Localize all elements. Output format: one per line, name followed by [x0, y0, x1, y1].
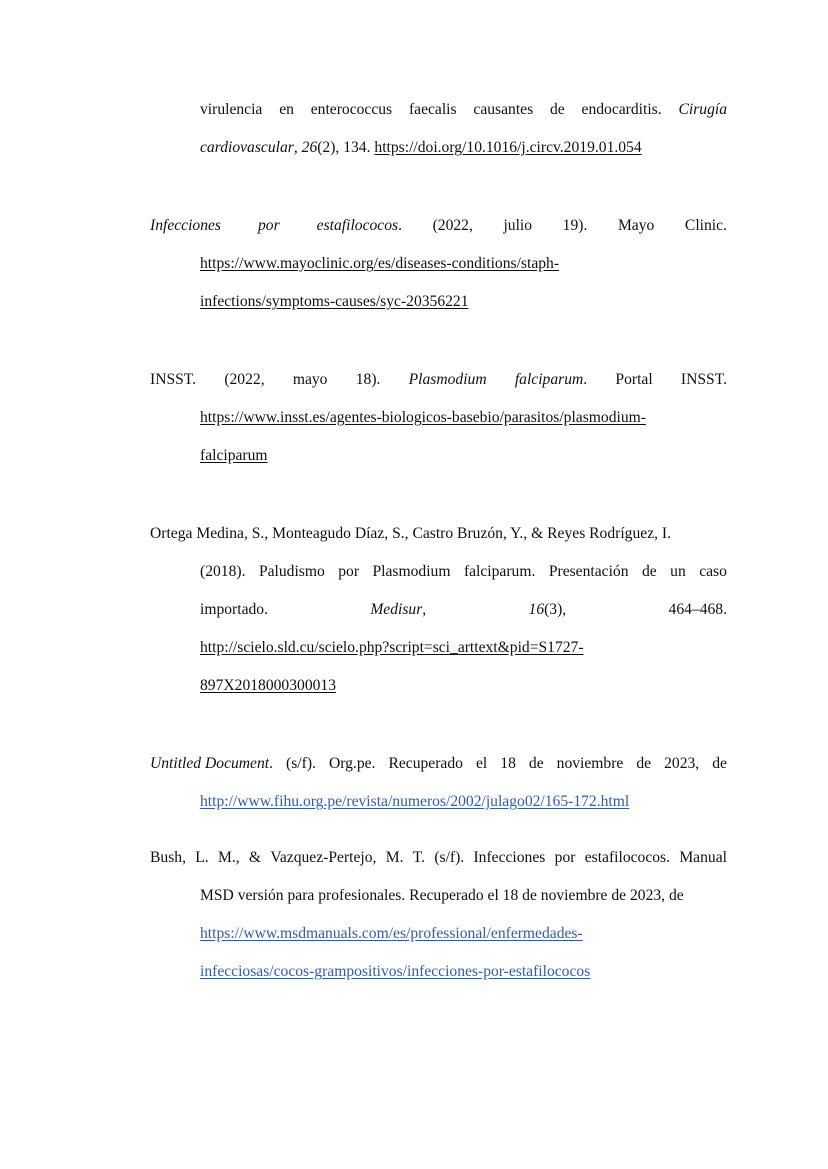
word: de [712, 755, 727, 772]
volume: 26 [301, 139, 318, 156]
journal-title: Cirugía [678, 101, 727, 118]
word: INSST. [150, 371, 197, 388]
text: , [293, 139, 302, 156]
word: estafilococos. [584, 849, 671, 866]
ref-line [200, 790, 727, 814]
title-italic: Untitled Document [150, 755, 270, 772]
word: & [248, 849, 262, 866]
word: Vazquez-Pertejo, [270, 849, 377, 866]
ref-line [150, 214, 727, 238]
title-word-italic: falciparum [514, 371, 584, 388]
url-link[interactable]: infections/symptoms-causes/syc-20356221 [200, 293, 469, 310]
url-link[interactable]: falciparum [200, 447, 268, 464]
word: importado. [200, 601, 268, 618]
word: T. [412, 849, 426, 866]
ref-line [200, 252, 727, 276]
italic-title [150, 214, 402, 238]
word: Bush, [150, 849, 186, 866]
word: un [670, 563, 686, 580]
word: (s/f). [286, 755, 316, 772]
word: causantes [473, 101, 534, 118]
url-link[interactable]: http://scielo.sld.cu/scielo.php?script=sci_arttext&pid=S1727- [200, 639, 584, 656]
word: 19). [562, 217, 588, 234]
doi-link[interactable]: https://doi.org/10.1016/j.circv.2019.01.054 [374, 139, 642, 156]
word: Portal [615, 371, 653, 388]
authors: Ortega Medina, S., Monteagudo Díaz, S., Castro Bruzón, Y., & Reyes Rodríguez, I. [150, 525, 672, 542]
word: Org.pe. [328, 755, 376, 772]
word: de [549, 101, 565, 118]
word: Paludismo [258, 563, 325, 580]
word: Recuperado [388, 755, 463, 772]
word: Mayo [617, 217, 655, 234]
word: (2022, [224, 371, 265, 388]
word: de [636, 755, 652, 772]
word: el [475, 755, 488, 772]
word: 18). [355, 371, 381, 388]
url-link[interactable]: https://www.mayoclinic.org/es/diseases-conditions/staph- [200, 255, 560, 272]
word: Plasmodium [372, 563, 451, 580]
text: MSD versión para profesionales. Recuperado el 18 de noviembre de 2023, de [200, 887, 684, 904]
ref-line [200, 98, 727, 122]
title: Untitled Document. [150, 755, 273, 772]
word: (2022, [432, 217, 473, 234]
journal-title: cardiovascular [200, 139, 294, 156]
ref-line [200, 674, 727, 698]
ref-line [150, 752, 727, 776]
word: 2023, [664, 755, 700, 772]
ref-line [200, 560, 727, 584]
ref-line [200, 290, 727, 314]
url-link[interactable]: https://www.insst.es/agentes-biologicos-basebio/parasitos/plasmodium- [200, 409, 646, 426]
url-link[interactable]: infecciosas/cocos-grampositivos/infecciones-por-estafilococos [200, 963, 591, 980]
title-word: Plasmodium [408, 371, 487, 388]
ref-line [200, 406, 727, 430]
word: (2018). [200, 563, 246, 580]
volume: 16 [528, 601, 545, 618]
ref-line [150, 368, 727, 392]
word: en [279, 101, 294, 118]
word: M., [217, 849, 240, 866]
word: por [338, 563, 360, 580]
ref-line [200, 598, 727, 622]
word: de [528, 755, 544, 772]
word: Presentación [548, 563, 629, 580]
word: de [641, 563, 657, 580]
ref-line [200, 636, 727, 660]
word: endocarditis. [581, 101, 662, 118]
word: Manual [679, 849, 727, 866]
ref-line [150, 846, 727, 870]
word: julio [503, 217, 533, 234]
word: por [554, 849, 576, 866]
title-word: estafilococos. [316, 217, 402, 234]
ref-line [200, 922, 727, 946]
url-link[interactable]: http://www.fihu.org.pe/revista/numeros/2002/julago02/165-172.html [200, 793, 630, 810]
word: L. [195, 849, 209, 866]
word: M. [385, 849, 404, 866]
word: mayo [292, 371, 328, 388]
volume-issue [529, 598, 567, 622]
text: (2), 134. [317, 139, 375, 156]
word: noviembre [556, 755, 624, 772]
word: virulencia [200, 101, 263, 118]
ref-line [200, 884, 727, 908]
ref-line [200, 136, 727, 160]
word: caso [699, 563, 727, 580]
ref-line [200, 960, 727, 984]
journal: Medisur, [370, 601, 427, 618]
title-word: falciparum. [514, 371, 588, 388]
title-word: Infecciones [150, 217, 222, 234]
word: Clinic. [684, 217, 727, 234]
ref-line [200, 444, 727, 468]
word: INSST. [680, 371, 727, 388]
issue: (3), [544, 601, 567, 618]
ref-line [150, 522, 727, 546]
word: 18 [500, 755, 516, 772]
word: faecalis [408, 101, 457, 118]
title-word: por [258, 217, 280, 234]
journal-title: Medisur [370, 601, 423, 618]
word: falciparum. [463, 563, 536, 580]
word: (s/f). [434, 849, 465, 866]
url-link[interactable]: 897X2018000300013 [200, 677, 337, 694]
url-link[interactable]: https://www.msdmanuals.com/es/professional/enfermedades- [200, 925, 583, 942]
pages: 464–468. [668, 601, 727, 618]
word: Infecciones [473, 849, 546, 866]
word: enterococcus [310, 101, 393, 118]
